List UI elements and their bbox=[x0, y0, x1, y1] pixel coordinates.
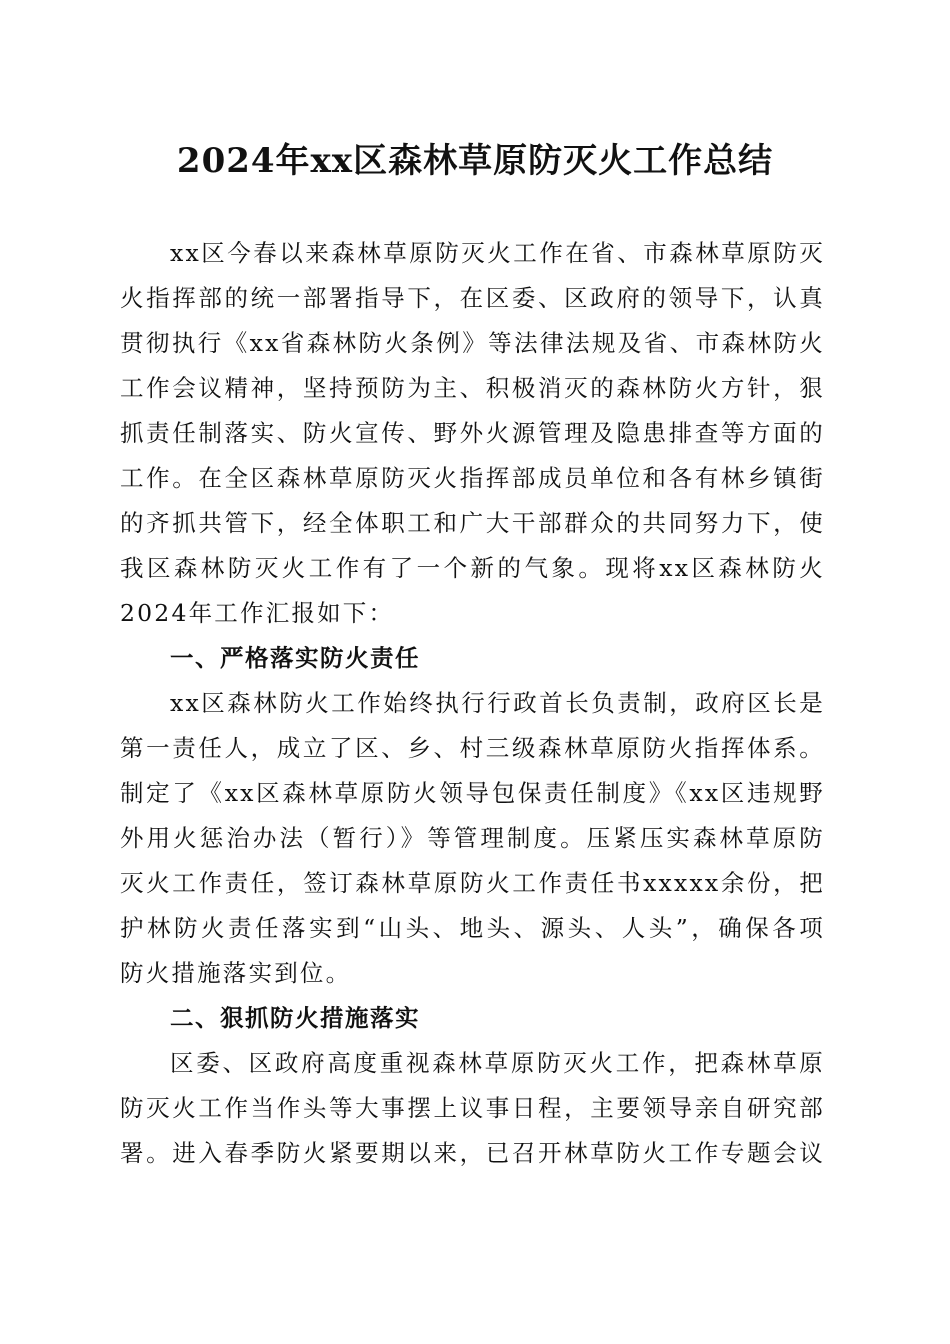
paragraph-line: 区委、区政府高度重视森林草原防灭火工作，把森林草原 bbox=[170, 1049, 825, 1077]
section-heading: 一、严格落实防火责任 bbox=[170, 644, 420, 672]
paragraph-line: xx区今春以来森林草原防灭火工作在省、市森林草原防灭 bbox=[170, 239, 825, 267]
paragraph-line: 工作。在全区森林草原防灭火指挥部成员单位和各有林乡镇街 bbox=[120, 464, 825, 492]
paragraph-line: 防灭火工作当作头等大事摆上议事日程，主要领导亲自研究部 bbox=[120, 1094, 825, 1122]
paragraph-line: 制定了《xx区森林草原防火领导包保责任制度》《xx区违规野 bbox=[120, 779, 825, 807]
paragraph-line: 的齐抓共管下，经全体职工和广大干部群众的共同努力下，使 bbox=[120, 509, 825, 537]
paragraph-line: 外用火惩治办法（暂行）》等管理制度。压紧压实森林草原防 bbox=[120, 824, 825, 852]
paragraph-line: 火指挥部的统一部署指导下，在区委、区政府的领导下，认真 bbox=[120, 284, 825, 312]
paragraph-line: 署。进入春季防火紧要期以来，已召开林草防火工作专题会议 bbox=[120, 1139, 825, 1167]
paragraph-line: 工作会议精神，坚持预防为主、积极消灭的森林防火方针，狠 bbox=[120, 374, 825, 402]
section-heading: 二、狠抓防火措施落实 bbox=[170, 1004, 420, 1032]
paragraph-line: 灭火工作责任，签订森林草原防火工作责任书xxxxx余份，把 bbox=[120, 869, 825, 897]
document-title: 2024年xx区森林草原防灭火工作总结 bbox=[176, 141, 774, 181]
paragraph-line: xx区森林防火工作始终执行行政首长负责制，政府区长是 bbox=[170, 689, 825, 717]
paragraph-line: 第一责任人，成立了区、乡、村三级森林草原防火指挥体系。 bbox=[120, 734, 825, 762]
paragraph-line: 贯彻执行《xx省森林防火条例》等法律法规及省、市森林防火 bbox=[120, 329, 825, 357]
paragraph-line: 2024年工作汇报如下： bbox=[120, 599, 395, 627]
paragraph-line: 抓责任制落实、防火宣传、野外火源管理及隐患排查等方面的 bbox=[120, 419, 825, 447]
document-body bbox=[120, 231, 825, 1176]
paragraph-line: 防火措施落实到位。 bbox=[120, 959, 352, 987]
paragraph-line: 我区森林防灭火工作有了一个新的气象。现将xx区森林防火 bbox=[120, 554, 825, 582]
paragraph-line: 护林防火责任落实到“山头、地头、源头、人头”，确保各项 bbox=[120, 914, 825, 942]
